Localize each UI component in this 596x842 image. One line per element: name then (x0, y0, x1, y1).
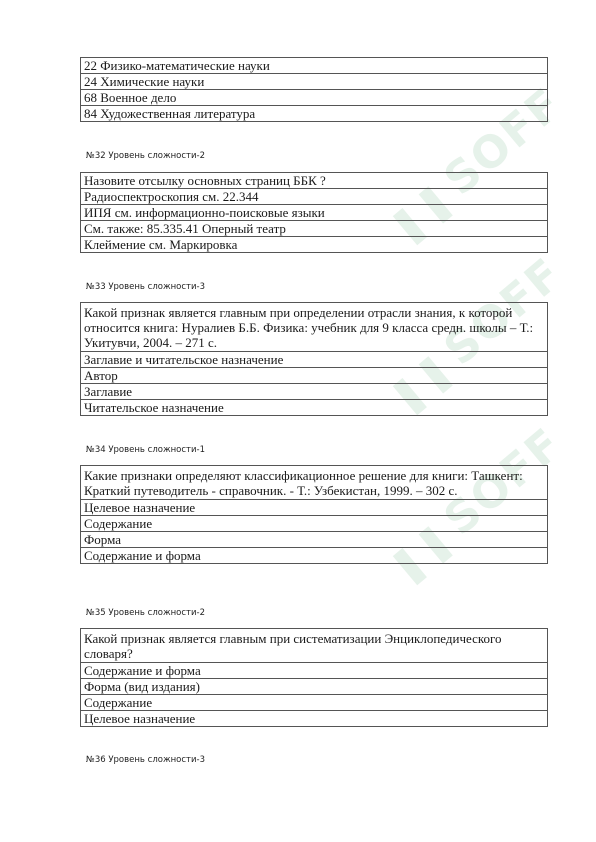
answer-option: Целевое назначение (81, 711, 548, 727)
answer-option: Заглавие (81, 384, 548, 400)
answer-option: Содержание и форма (81, 663, 548, 679)
answer-option: Форма (81, 532, 548, 548)
question-table (80, 628, 548, 727)
question-label: №36 Уровень сложности-3 (86, 755, 205, 765)
question-table (80, 172, 548, 253)
question-label: №34 Уровень сложности-1 (86, 445, 205, 455)
answers-table (80, 57, 548, 122)
answer-option: ИПЯ см. информационно-поисковые языки (81, 205, 548, 221)
question-table (80, 465, 548, 564)
answer-option: Форма (вид издания) (81, 679, 548, 695)
answer-option: См. также: 85.335.41 Оперный театр (81, 221, 548, 237)
answer-option: Клеймение см. Маркировка (81, 237, 548, 253)
question-text: Назовите отсылку основных страниц ББК ? (81, 173, 548, 189)
answer-option: Радиоспектроскопия см. 22.344 (81, 189, 548, 205)
question-text: Какой признак является главным при систематизации Энциклопедического словаря? (81, 629, 548, 663)
watermark: ❚❚SOFF (381, 248, 573, 422)
answer-option: Содержание (81, 695, 548, 711)
question-label: №35 Уровень сложности-2 (86, 608, 205, 618)
answer-option: Целевое назначение (81, 500, 548, 516)
answer-option: Содержание (81, 516, 548, 532)
answer-option: Автор (81, 368, 548, 384)
answer-option: Заглавие и читательское назначение (81, 352, 548, 368)
question-label: №32 Уровень сложности-2 (86, 151, 205, 161)
question-text: Какие признаки определяют классификационное решение для книги: Ташкент: Краткий путеводитель - справочник. - Т.: Узбекистан, 1999. – 302 с. (81, 466, 548, 500)
answer-option: 22 Физико-математические науки (81, 58, 548, 74)
watermark: ❚❚SOFF (381, 78, 573, 252)
answer-option: 68 Военное дело (81, 90, 548, 106)
answer-option: Читательское назначение (81, 400, 548, 416)
answer-option: 24 Химические науки (81, 74, 548, 90)
answer-option: 84 Художественная литература (81, 106, 548, 122)
answer-option: Содержание и форма (81, 548, 548, 564)
question-label: №33 Уровень сложности-3 (86, 282, 205, 292)
question-text: Какой признак является главным при определении отрасли знания, к которой относится книга: Нуралиев Б.Б. Физика: учебник для 9 класса средн. школы – Т.: Укитувчи, 2004. – 271 с. (81, 303, 548, 352)
watermark: ❚❚SOFF (381, 418, 573, 592)
question-table (80, 302, 548, 416)
